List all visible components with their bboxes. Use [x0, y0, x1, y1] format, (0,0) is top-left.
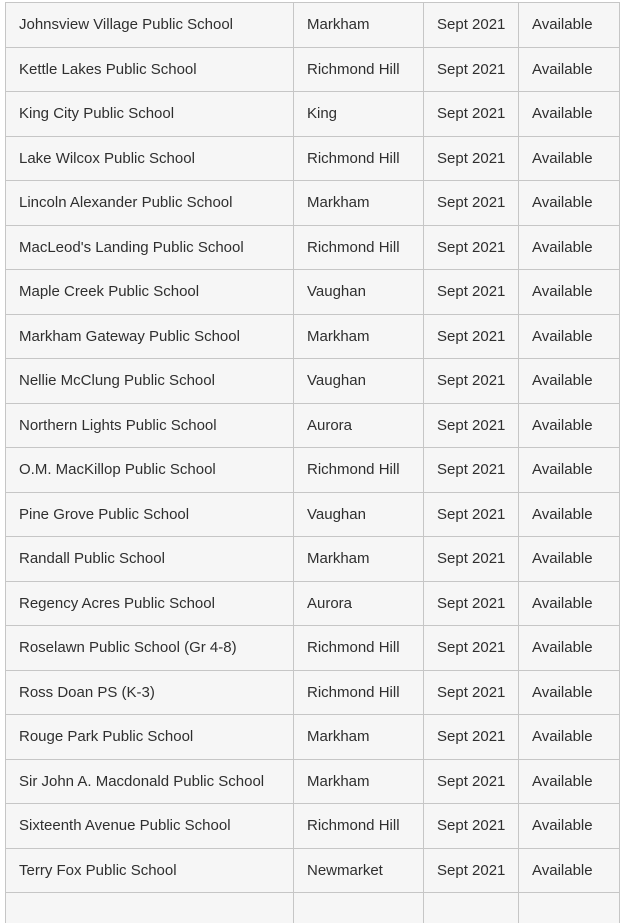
table-row: [6, 181, 620, 226]
availability-status-cell: Available: [519, 448, 620, 493]
table-row: [6, 47, 620, 92]
table-row: [6, 626, 620, 671]
table-row: [6, 715, 620, 760]
school-name-cell: Roselawn Public School (Gr 4-8): [6, 626, 294, 671]
availability-status-cell: Available: [519, 314, 620, 359]
table-row: [6, 848, 620, 893]
school-name-cell: Kettle Lakes Public School: [6, 47, 294, 92]
city-cell: Markham: [294, 715, 424, 760]
availability-status-cell: Available: [519, 136, 620, 181]
start-date-cell: Sept 2021: [424, 804, 519, 849]
school-name-cell: Lincoln Alexander Public School: [6, 181, 294, 226]
city-cell: Richmond Hill: [294, 804, 424, 849]
school-name-cell: Randall Public School: [6, 537, 294, 582]
empty-cell: [294, 893, 424, 923]
start-date-cell: Sept 2021: [424, 225, 519, 270]
availability-status-cell: Available: [519, 225, 620, 270]
empty-cell: [519, 893, 620, 923]
table-row: [6, 270, 620, 315]
school-name-cell: Markham Gateway Public School: [6, 314, 294, 359]
school-name-cell: Northern Lights Public School: [6, 403, 294, 448]
city-cell: Aurora: [294, 581, 424, 626]
school-name-cell: Ross Doan PS (K-3): [6, 670, 294, 715]
city-cell: Vaughan: [294, 359, 424, 404]
city-cell: Newmarket: [294, 848, 424, 893]
school-name-cell: Nellie McClung Public School: [6, 359, 294, 404]
availability-status-cell: Available: [519, 492, 620, 537]
city-cell: Richmond Hill: [294, 47, 424, 92]
city-cell: Markham: [294, 759, 424, 804]
school-name-cell: Sixteenth Avenue Public School: [6, 804, 294, 849]
start-date-cell: Sept 2021: [424, 448, 519, 493]
school-name-cell: Maple Creek Public School: [6, 270, 294, 315]
city-cell: Richmond Hill: [294, 626, 424, 671]
school-name-cell: O.M. MacKillop Public School: [6, 448, 294, 493]
table-row: [6, 359, 620, 404]
table-row: [6, 759, 620, 804]
availability-status-cell: Available: [519, 804, 620, 849]
start-date-cell: Sept 2021: [424, 759, 519, 804]
table-body: [6, 3, 620, 923]
availability-status-cell: Available: [519, 715, 620, 760]
availability-status-cell: Available: [519, 270, 620, 315]
availability-status-cell: Available: [519, 581, 620, 626]
start-date-cell: Sept 2021: [424, 136, 519, 181]
availability-status-cell: Available: [519, 626, 620, 671]
start-date-cell: Sept 2021: [424, 92, 519, 137]
city-cell: Richmond Hill: [294, 448, 424, 493]
start-date-cell: Sept 2021: [424, 626, 519, 671]
school-name-cell: Rouge Park Public School: [6, 715, 294, 760]
school-availability-table-wrapper: [5, 2, 619, 923]
start-date-cell: Sept 2021: [424, 537, 519, 582]
school-name-cell: Terry Fox Public School: [6, 848, 294, 893]
table-row-partial: [6, 893, 620, 923]
school-name-cell: Johnsview Village Public School: [6, 3, 294, 48]
table-row: [6, 537, 620, 582]
start-date-cell: Sept 2021: [424, 492, 519, 537]
table-row: [6, 136, 620, 181]
city-cell: Markham: [294, 537, 424, 582]
school-name-cell: Sir John A. Macdonald Public School: [6, 759, 294, 804]
start-date-cell: Sept 2021: [424, 403, 519, 448]
table-row: [6, 314, 620, 359]
table-row: [6, 670, 620, 715]
start-date-cell: Sept 2021: [424, 181, 519, 226]
school-name-cell: Pine Grove Public School: [6, 492, 294, 537]
start-date-cell: Sept 2021: [424, 670, 519, 715]
table-row: [6, 403, 620, 448]
availability-status-cell: Available: [519, 848, 620, 893]
table-row: [6, 225, 620, 270]
availability-status-cell: Available: [519, 759, 620, 804]
table-row: [6, 804, 620, 849]
city-cell: Richmond Hill: [294, 225, 424, 270]
availability-status-cell: Available: [519, 3, 620, 48]
availability-status-cell: Available: [519, 92, 620, 137]
city-cell: Markham: [294, 3, 424, 48]
city-cell: Vaughan: [294, 270, 424, 315]
table-row: [6, 492, 620, 537]
school-availability-table: [5, 2, 620, 923]
start-date-cell: Sept 2021: [424, 314, 519, 359]
city-cell: Richmond Hill: [294, 136, 424, 181]
availability-status-cell: Available: [519, 47, 620, 92]
start-date-cell: Sept 2021: [424, 581, 519, 626]
city-cell: Markham: [294, 181, 424, 226]
start-date-cell: Sept 2021: [424, 359, 519, 404]
table-row: [6, 448, 620, 493]
availability-status-cell: Available: [519, 537, 620, 582]
school-name-cell: MacLeod's Landing Public School: [6, 225, 294, 270]
availability-status-cell: Available: [519, 181, 620, 226]
availability-status-cell: Available: [519, 403, 620, 448]
city-cell: King: [294, 92, 424, 137]
availability-status-cell: Available: [519, 670, 620, 715]
empty-cell: [424, 893, 519, 923]
table-row: [6, 581, 620, 626]
city-cell: Aurora: [294, 403, 424, 448]
start-date-cell: Sept 2021: [424, 270, 519, 315]
table-row: [6, 3, 620, 48]
start-date-cell: Sept 2021: [424, 848, 519, 893]
school-name-cell: Regency Acres Public School: [6, 581, 294, 626]
city-cell: Markham: [294, 314, 424, 359]
empty-cell: [6, 893, 294, 923]
city-cell: Vaughan: [294, 492, 424, 537]
availability-status-cell: Available: [519, 359, 620, 404]
start-date-cell: Sept 2021: [424, 715, 519, 760]
start-date-cell: Sept 2021: [424, 47, 519, 92]
city-cell: Richmond Hill: [294, 670, 424, 715]
school-name-cell: King City Public School: [6, 92, 294, 137]
school-name-cell: Lake Wilcox Public School: [6, 136, 294, 181]
table-row: [6, 92, 620, 137]
start-date-cell: Sept 2021: [424, 3, 519, 48]
